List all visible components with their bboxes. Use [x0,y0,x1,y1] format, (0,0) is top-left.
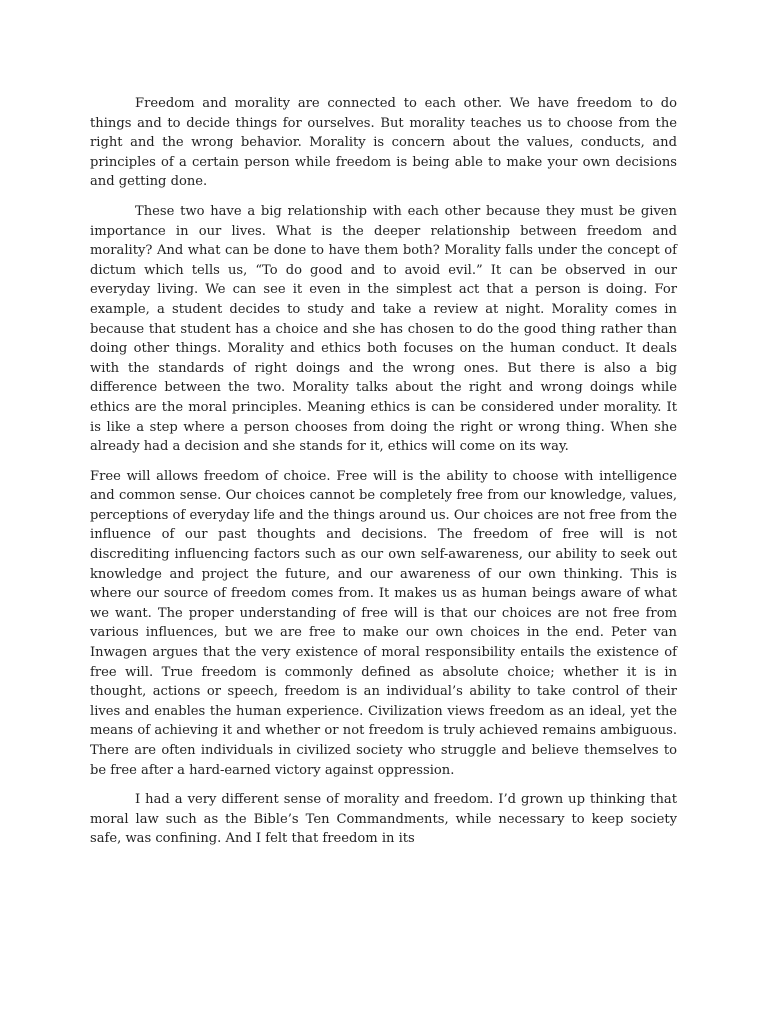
paragraph-1: Freedom and morality are connected to each other. We have freedom to do things and to decide things for ourselves. But morality teaches us to choose from the right and the wrong behavior. Morality is concern about the values, conducts, and principles of a certain person while freedom is being able to make your own decisions and getting done. [90,96,677,190]
paragraph-2: These two have a big relationship with each other because they must be given importance in our lives. What is the deeper relationship between freedom and morality? And what can be done to have them both? Morality falls under the concept of dictum which tells us, “To do good and to avoid evil.” It can be observed in our everyday living. We can see it even in the simplest act that a person is doing. For example, a student decides to study and take a review at night. Morality comes in because that student has a choice and she has chosen to do the good thing rather than doing other things. Morality and ethics both focuses on the human conduct. It deals with the standards of right doings and the wrong ones. But there is also a big difference between the two. Morality talks about the right and wrong doings while ethics are the moral principles. Meaning ethics is can be considered under morality. It is like a step where a person chooses from doing the right or wrong thing. When she already had a decision and she stands for it, ethics will come on its way. [90,203,677,455]
document-page [90,94,677,859]
paragraph-4: I had a very different sense of morality and freedom. I’d grown up thinking that moral law such as the Bible’s Ten Commandments, while necessary to keep society safe, was confining. And I felt that freedom in its [90,792,677,847]
paragraph-3: Free will allows freedom of choice. Free will is the ability to choose with intelligence and common sense. Our choices cannot be completely free from our knowledge, values, perceptions of everyday life and the things around us. Our choices are not free from the influence of our past thoughts and decisions. The freedom of free will is not discrediting influencing factors such as our own self-awareness, our ability to seek out knowledge and project the future, and our awareness of our own thinking. This is where our source of freedom comes from. It makes us as human beings aware of what we want. The proper understanding of free will is that our choices are not free from various influences, but we are free to make our own choices in the end. Peter van Inwagen argues that the very existence of moral responsibility entails the existence of free will. True freedom is commonly defined as absolute choice; whether it is in thought, actions or speech, freedom is an individual’s ability to take control of their lives and enables the human experience. Civilization views freedom as an ideal, yet the means of achieving it and whether or not freedom is truly achieved remains ambiguous. There are often individuals in civilized society who struggle and believe themselves to be free after a hard-earned victory against oppression. [90,468,677,778]
